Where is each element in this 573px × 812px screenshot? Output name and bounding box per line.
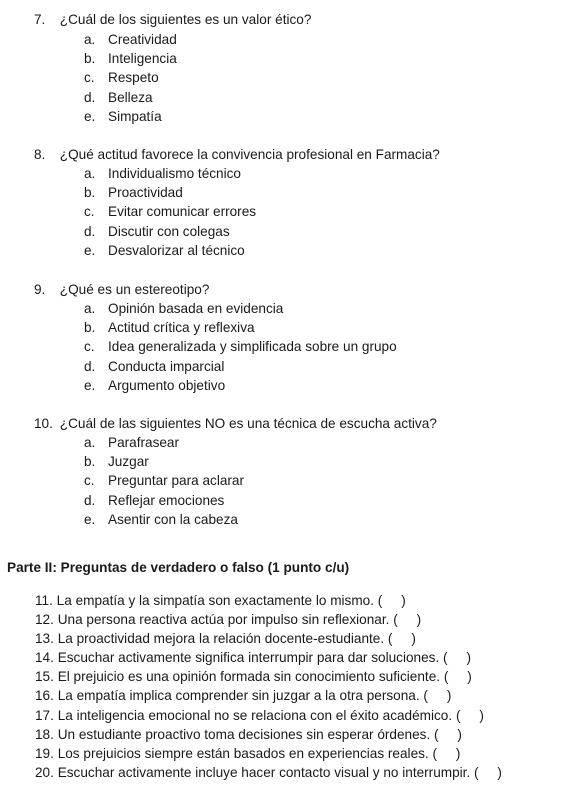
option: a. Individualismo técnico [84, 166, 241, 181]
option: d. Conducta imparcial [84, 358, 225, 374]
question-7 [34, 10, 311, 29]
tf-item: 20. Escuchar activamente incluye hacer contacto visual y no interrumpir. ( ) [35, 764, 502, 780]
question-number: 8. [34, 147, 46, 162]
question-7-options [84, 30, 177, 126]
question-number: 9. [34, 282, 46, 297]
question-10 [34, 414, 437, 433]
answer-blank[interactable]: ( ) [377, 593, 406, 608]
option: d. Reflejar emociones [84, 492, 225, 508]
tf-item: 18. Un estudiante proactivo toma decisiones sin esperar órdenes. ( ) [35, 726, 462, 742]
option: b. Juzgar [84, 454, 149, 470]
tf-item: 11. La empatía y la simpatía son exactamente lo mismo. ( ) [35, 593, 406, 608]
option: c. Respeto [84, 70, 159, 86]
section-heading: Parte II: Preguntas de verdadero o falso (1 punto c/u) [7, 560, 350, 575]
answer-blank[interactable]: ( ) [443, 669, 472, 685]
option: b. Actitud crítica y reflexiva [84, 320, 255, 336]
question-9 [34, 280, 209, 299]
option: c. Preguntar para aclarar [84, 473, 245, 489]
option: c. Idea generalizada y simplificada sobre un grupo [84, 339, 397, 355]
answer-blank[interactable]: ( ) [455, 707, 484, 723]
tf-item: 14. Escuchar activamente significa interrumpir para dar soluciones. ( ) [35, 650, 471, 666]
option: d. Belleza [84, 89, 153, 105]
question-8-options [84, 164, 256, 260]
option: a. Creatividad [84, 32, 177, 47]
answer-blank[interactable]: ( ) [443, 650, 471, 666]
tf-item: 12. Una persona reactiva actúa por impulso sin reflexionar. ( ) [35, 612, 422, 628]
tf-item: 17. La inteligencia emocional no se relaciona con el éxito académico. ( ) [35, 707, 484, 723]
true-false-list [35, 591, 502, 782]
answer-blank[interactable]: ( ) [423, 688, 452, 704]
question-text: ¿Cuál de las siguientes NO es una técnica de escucha activa? [59, 416, 437, 431]
answer-blank[interactable]: ( ) [393, 612, 422, 628]
option: a. Opinión basada en evidencia [84, 301, 284, 316]
option: a. Parafrasear [84, 435, 180, 450]
tf-item: 13. La proactividad mejora la relación docente-estudiante. ( ) [35, 631, 416, 647]
answer-blank[interactable]: ( ) [474, 764, 502, 780]
tf-item: 15. El prejuicio es una opinión formada sin conocimiento suficiente. ( ) [35, 669, 472, 685]
option: b. Proactividad [84, 185, 183, 201]
question-text: ¿Qué es un estereotipo? [59, 282, 210, 297]
question-text: ¿Cuál de los siguientes es un valor ético? [59, 12, 312, 27]
question-number: 10. [34, 416, 53, 431]
question-9-options [84, 299, 397, 395]
option: c. Evitar comunicar errores [84, 204, 257, 220]
option: e. Argumento objetivo [84, 377, 226, 393]
answer-blank[interactable]: ( ) [432, 745, 461, 761]
option: e. Desvalorizar al técnico [84, 242, 245, 258]
tf-item: 16. La empatía implica comprender sin juzgar a la otra persona. ( ) [35, 688, 452, 704]
option: b. Inteligencia [84, 51, 177, 67]
question-text: ¿Qué actitud favorece la convivencia profesional en Farmacia? [59, 147, 440, 162]
question-number: 7. [34, 12, 46, 27]
option: e. Simpatía [84, 108, 162, 124]
option: e. Asentir con la cabeza [84, 511, 238, 527]
answer-blank[interactable]: ( ) [434, 726, 462, 742]
option: d. Discutir con colegas [84, 223, 230, 239]
answer-blank[interactable]: ( ) [387, 631, 416, 647]
question-10-options [84, 433, 244, 529]
tf-item: 19. Los prejuicios siempre están basados en experiencias reales. ( ) [35, 745, 461, 761]
question-8 [34, 145, 440, 164]
